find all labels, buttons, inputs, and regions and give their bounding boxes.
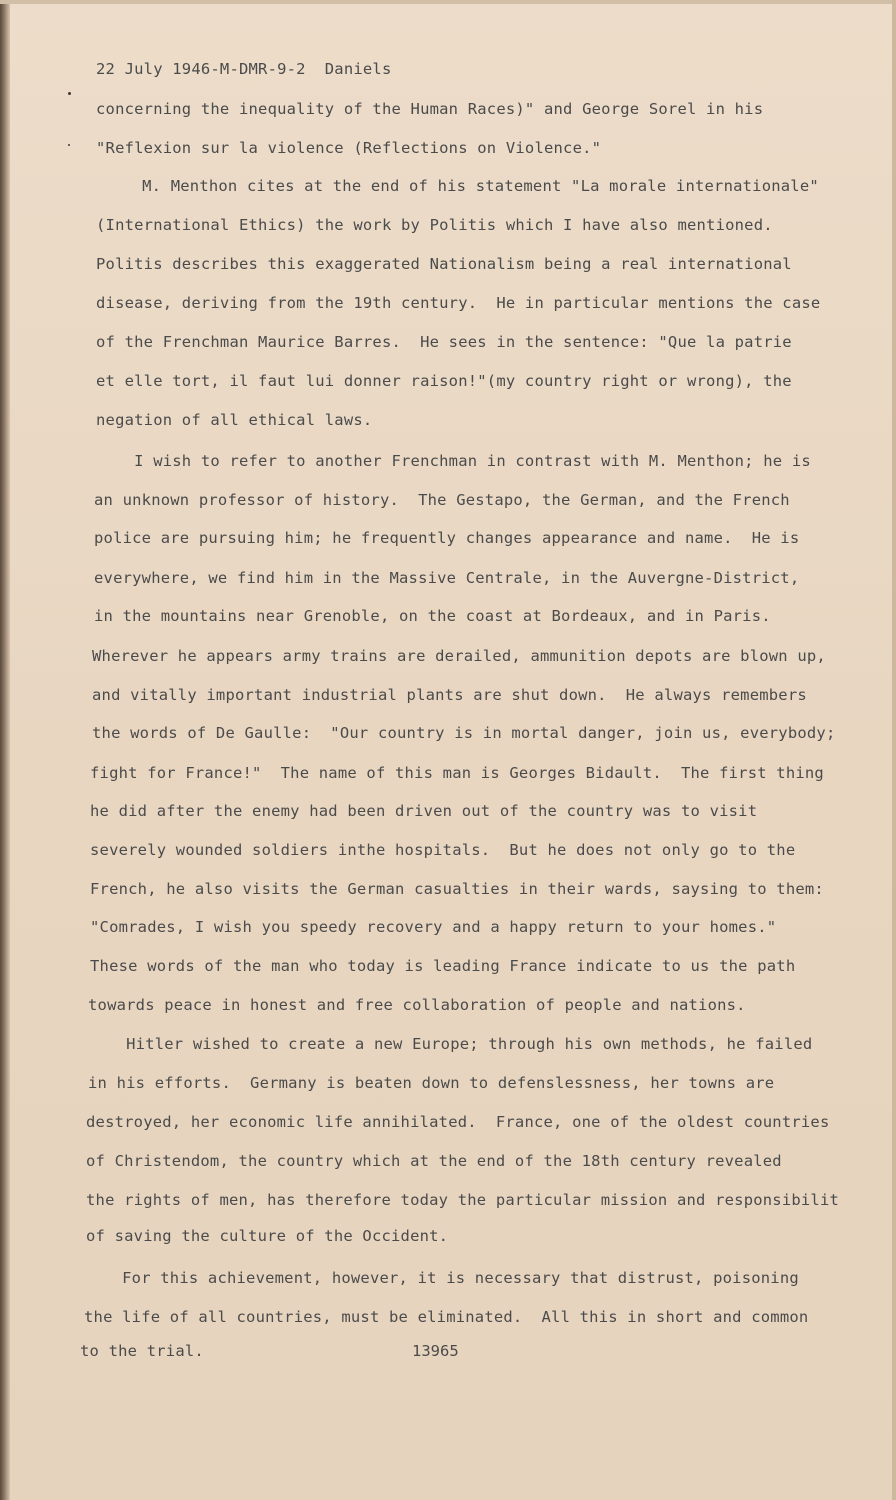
text-line: Wherever he appears army trains are derailed, ammunition depots are blown up,: [92, 647, 826, 665]
text-line: the words of De Gaulle: "Our country is in mortal danger, join us, everybody;: [92, 724, 836, 742]
text-line: the rights of men, has therefore today the particular mission and responsibilit: [86, 1191, 840, 1209]
text-line: disease, deriving from the 19th century. He in particular mentions the case: [96, 294, 821, 312]
text-line: of the Frenchman Maurice Barres. He sees in the sentence: "Que la patrie: [96, 333, 792, 351]
text-line: and vitally important industrial plants are shut down. He always remembers: [92, 686, 807, 704]
ink-dot: [68, 144, 70, 146]
text-line: an unknown professor of history. The Gestapo, the German, and the French: [94, 491, 790, 509]
text-line: everywhere, we find him in the Massive Centrale, in the Auvergne-District,: [94, 569, 800, 587]
text-line: These words of the man who today is leading France indicate to us the path: [90, 957, 796, 975]
document-header: 22 July 1946-M-DMR-9-2 Daniels: [96, 60, 392, 78]
text-line: police are pursuing him; he frequently changes appearance and name. He is: [94, 529, 800, 547]
text-line: Hitler wished to create a new Europe; through his own methods, he failed: [88, 1035, 813, 1053]
text-line: French, he also visits the German casualties in their wards, saysing to them:: [90, 880, 824, 898]
page-right-edge: [892, 0, 896, 1500]
text-line: of Christendom, the country which at the end of the 18th century revealed: [86, 1152, 782, 1170]
text-line: concerning the inequality of the Human Races)" and George Sorel in his: [96, 100, 764, 118]
text-line: fight for France!" The name of this man is Georges Bidault. The first thing: [90, 764, 824, 782]
text-line: For this achievement, however, it is necessary that distrust, poisoning: [84, 1269, 799, 1287]
text-line: "Reflexion sur la violence (Reflections on Violence.": [96, 139, 602, 157]
text-line: the life of all countries, must be eliminated. All this in short and common: [84, 1308, 809, 1326]
text-line: I wish to refer to another Frenchman in contrast with M. Menthon; he is: [96, 452, 811, 470]
text-line: et elle tort, il faut lui donner raison!"(my country right or wrong), the: [96, 372, 792, 390]
text-line: Politis describes this exaggerated Nationalism being a real international: [96, 255, 792, 273]
text-line: in his efforts. Germany is beaten down to defenslessness, her towns are: [88, 1074, 775, 1092]
text-line: "Comrades, I wish you speedy recovery and a happy return to your homes.": [90, 918, 777, 936]
page-left-edge: [0, 0, 10, 1500]
text-line: to the trial.: [80, 1342, 204, 1360]
text-line: towards peace in honest and free collaboration of people and nations.: [88, 996, 746, 1014]
text-line: negation of all ethical laws.: [96, 411, 373, 429]
text-line: in the mountains near Grenoble, on the coast at Bordeaux, and in Paris.: [94, 607, 771, 625]
text-line: of saving the culture of the Occident.: [86, 1227, 449, 1245]
text-line: he did after the enemy had been driven out of the country was to visit: [90, 802, 758, 820]
ink-dot: [68, 92, 71, 95]
text-line: (International Ethics) the work by Politis which I have also mentioned.: [96, 216, 773, 234]
page-number: 13965: [412, 1342, 459, 1360]
page-top-edge: [0, 0, 896, 4]
text-line: severely wounded soldiers inthe hospitals. But he does not only go to the: [90, 841, 796, 859]
text-line: M. Menthon cites at the end of his statement "La morale internationale": [104, 177, 819, 195]
text-line: destroyed, her economic life annihilated. France, one of the oldest countries: [86, 1113, 830, 1131]
